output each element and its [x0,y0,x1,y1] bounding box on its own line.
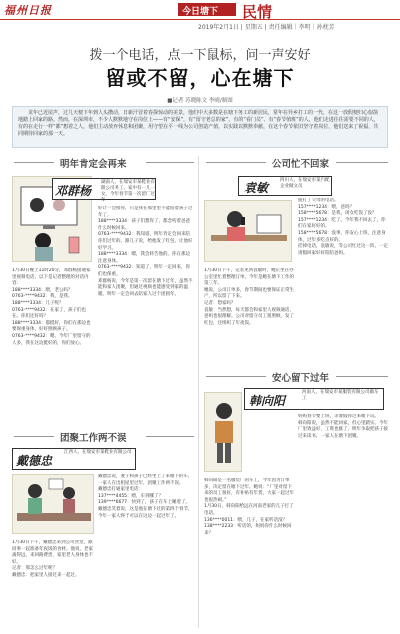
headline: 留或不留，心在塘下 [105,66,295,90]
body-text: 戴德忠说，妻子和孩子已经坐上了来塘下的车，一家人在出租屋里过年，团聚工作两不误。 戴德忠打通家里电话： 137****4455：喂，车到哪了？ 139****6677：快到了，孩子在车上睡着了。 戴德忠笑着说，这是他在塘下过的第四个春节，今年一家人终于可以在这边一起过年了。 [98,474,193,519]
person-description: 江西人，在瑞安市某鞋业有限公司 [64,450,132,455]
body-text: 拨打了父母的电话。 157****1234：喂，爸吗？ 158****5678：是我，闺女吃饭了没？ 157****1234：吃了。今年我不回去了，你们在家好好的。 158****5678：没事，你安心上班，注意身体，过年多吃点好的。 挂掉电话，袁敏说，等公司忙过这一阵，一定请假回家好好陪陪爸妈。 [298,198,388,256]
body-text: 好计一会接你，只是我在那里里不能陪着孩子过年了。 188****3334：孩子们想你了，都念叨着爸爸什么时候回来。 0763-****9432：我知道，明年肯定会回来陪你们过年的。跟儿子说，给他发了红包，让他好好学习。 188****3334：嗯，我会转告他的。你在那边注意身体。 0763-****9432：知道了，明年一定回来，你们也保重。 邓群杨说，今年是第一次留在塘下过年，虽然不能和家人团聚，但通过视频也能感受到家的温暖。明年一定会回去陪家人过个团圆年。 [98,206,193,297]
section-rule [336,376,388,377]
person-name: 袁敏 [244,181,269,195]
section-title-1: 明年肯定会再来 [60,159,127,170]
body-text: 1月30日下午，戴德忠来到公司食堂，跟同事一起准备年夜饭的食材。他说，老家离得远，来回路费贵，家里老人身体也不好。 记者：那怎么过年呢？ 戴德忠：把家里人接过来一起过。 [12,540,93,578]
section-rule [14,436,54,437]
section-rule [336,162,388,163]
section-rule [146,436,194,437]
slogan: 今日塘下 [182,7,219,17]
section-rule [206,376,266,377]
section-title-3: 安心留下过年 [272,373,330,384]
person-description: 湖南人，在瑞安市某鞋业有限公司务工，家中有一儿一女，今年春节第一次留厂过年 [101,180,155,203]
intro-text: 龙年已近尾声，过几天便下年到人头攒动，日新汗冒着春探惊动的美景，他们中大多数是在塘下务工的新居民，常年在异乡打工的一代，在这一放假便归心似箭地踏上回家的路。然而，在深圳市，不少人默默地守在岗位上——有“安保”，有“留守老总的家”，有的“看门员”、有“春节值班”的人，他们走进往往需要不同的人，有的在走行一样“都”想着之人，他们主动放弃休息和团聚，用守望在平一线为公司创造产值，以实践以默默奉献，在这个春节依旧坚守着岗位，他们送来了祝福，共同期待回家的那一天。 [18,110,379,137]
person-description: 河南人，在瑞安市某服装有限公司做车工 [302,390,379,401]
body-text: 韩向阳是一名服装厂的车工，今年因为订单多，决定留在塘下过年。她说：“厂里对留下来的员工很好，有补贴有年货，大家一起过年也很热闹。” 1月30日，韩向阳给远在河南老家的儿子打了电话。 136****0011：喂，儿子，在家听话没？ 138****2233：听话的，妈妈你什么时候回来？ [204,478,294,536]
newspaper-logo: 福州日报 [4,4,52,17]
illustration-kitchen [12,474,94,534]
person-name: 戴德忠 [16,454,53,468]
section-title-2: 公司忙不回家 [272,159,330,170]
illustration-worker [204,392,242,472]
body-text: 1月30日下午，记者见到袁敏时，她正坐在办公室里忙着整理订单，今年是她在塘下工作的第三年。 她说，公司订单多，春节期间也要保证正常生产，所以留了下来。 记者：想家吗？ 袁敏：当然想，每天都会和家里人视频通话，爸妈也很理解。公司对留守员工很照顾，发了红包，还组织了年夜饭。 [204,268,294,326]
byline: ■记者 苏晓陈文 李晴/制图 [167,98,233,104]
section-rule [14,162,54,163]
section-rule [206,162,266,163]
section-rule [146,162,194,163]
body-text: 妈妈春节要上班，等暑假你过来塘下玩。 韩向阳说，虽然不能回家，但心里踏实。今年厂里效益好，工资也涨了，明年争取把孩子接过来读书，一家人在塘下团聚。 [298,414,388,439]
section-name: 民情 [242,3,273,21]
section-title-4: 团聚工作两不误 [60,433,127,444]
body-text: 1月30日晚上11时20分，邓群杨接通家里视频电话，以下是记者整理的对话内容： 188****3334：喂，老公吗？ 0763-****9432：我，是我。 188****3334：儿子呢？ 0763-****9432：在家了，孩子们也在。你们还好吗？ 188****3334：都挺好，你们在那边也要保重身体，好好照顾孩子。 0763-****9432：嗯，今年厂里留守的人多，我在这边挺好的，你们放心。 [12,268,91,346]
kicker: 拨一个电话，点一下鼠标，问一声安好 [89,48,311,63]
person-name: 邓群杨 [55,184,92,198]
illustration-office-call [204,200,292,262]
person-description: 四川人，在瑞安市某汽配企业做文员 [280,178,330,189]
person-name: 韩向阳 [249,394,286,408]
column-divider [198,156,199,628]
dateline: 2019年2月1日 | 星期五 | 责任编辑｜李明｜孙枕芳 [198,24,335,31]
